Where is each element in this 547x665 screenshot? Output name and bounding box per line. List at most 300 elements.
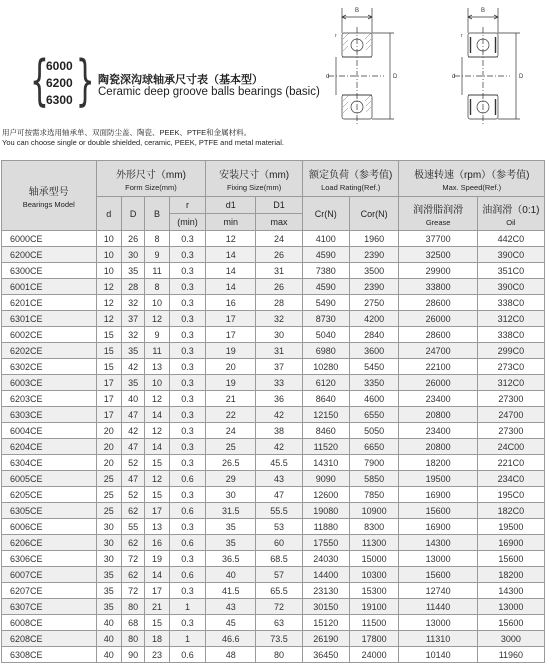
cell-outer-d1: 38 (256, 423, 303, 439)
cell-outer-d: 80 (121, 631, 144, 647)
cell-b: 10 (145, 295, 169, 311)
cell-d: 35 (96, 599, 121, 615)
table-row (2, 359, 545, 375)
cell-oil-speed: 24700 (477, 407, 544, 423)
cell-model: 6200CE (2, 247, 97, 263)
cell-cor: 8300 (349, 519, 399, 535)
cell-outer-d: 80 (121, 599, 144, 615)
cell-outer-d: 72 (121, 551, 144, 567)
title-english: Ceramic deep groove balls bearings (basic) (98, 86, 320, 98)
cell-cor: 2390 (349, 279, 399, 295)
cell-oil-speed: 18200 (477, 567, 544, 583)
cell-r: 0.3 (169, 439, 206, 455)
cell-oil-speed: 19500 (477, 519, 544, 535)
cell-r: 0.3 (169, 375, 206, 391)
note-chinese: 用户可按需求选用轴承单、双面防尘盖、陶瓷、PEEK、PTFE和金属材料。 (2, 128, 252, 137)
cell-d: 30 (96, 551, 121, 567)
cell-outer-d1: 53 (256, 519, 303, 535)
cell-cr: 8460 (302, 423, 349, 439)
cell-outer-d: 30 (121, 247, 144, 263)
header-max-speed (399, 161, 545, 197)
series-code: 6300 (46, 93, 73, 107)
header-col-cor: Cor(N) (349, 197, 399, 231)
header-form-size (96, 161, 206, 197)
cell-outer-d1: 36 (256, 391, 303, 407)
cell-model: 6300CE (2, 263, 97, 279)
cell-d1: 17 (206, 327, 256, 343)
cell-outer-d: 35 (121, 263, 144, 279)
cell-d1: 14 (206, 279, 256, 295)
cell-d1: 48 (206, 647, 256, 663)
cell-cr: 30150 (302, 599, 349, 615)
cell-b: 12 (145, 423, 169, 439)
cell-model: 6002CE (2, 327, 97, 343)
cell-d: 25 (96, 503, 121, 519)
cell-r: 0.6 (169, 647, 206, 663)
cell-cor: 1960 (349, 231, 399, 247)
cell-b: 12 (145, 391, 169, 407)
cell-outer-d: 62 (121, 503, 144, 519)
header-form-en: Form Size(mm) (125, 182, 177, 192)
cell-outer-d: 42 (121, 423, 144, 439)
cell-outer-d1: 72 (256, 599, 303, 615)
series-codes (46, 58, 73, 109)
cell-model: 6306CE (2, 551, 97, 567)
cell-d: 25 (96, 471, 121, 487)
cell-cor: 3350 (349, 375, 399, 391)
cell-r: 0.3 (169, 263, 206, 279)
cell-model: 6208CE (2, 631, 97, 647)
table-row (2, 439, 545, 455)
cell-model: 6305CE (2, 503, 97, 519)
cell-grease-speed: 15600 (399, 503, 477, 519)
cell-grease-speed: 32500 (399, 247, 477, 263)
dim-label-outer-d: D (519, 74, 524, 80)
dim-label-outer-d: D (393, 74, 398, 80)
cell-model: 6008CE (2, 615, 97, 631)
cell-cor: 2750 (349, 295, 399, 311)
cell-cor: 15000 (349, 551, 399, 567)
cell-cor: 3500 (349, 263, 399, 279)
cell-outer-d: 52 (121, 455, 144, 471)
left-brace: { (30, 49, 49, 112)
cell-d1: 46.6 (206, 631, 256, 647)
header-col-d: d (96, 197, 121, 231)
cell-grease-speed: 16900 (399, 519, 477, 535)
cell-model: 6007CE (2, 567, 97, 583)
table-row (2, 391, 545, 407)
cell-model: 6006CE (2, 519, 97, 535)
cell-d1: 17 (206, 311, 256, 327)
cell-oil-speed: 273C0 (477, 359, 544, 375)
cell-cr: 26190 (302, 631, 349, 647)
cell-b: 11 (145, 343, 169, 359)
cell-d1: 45 (206, 615, 256, 631)
cell-model: 6205CE (2, 487, 97, 503)
cell-b: 17 (145, 583, 169, 599)
header-oil-en: Oil (506, 217, 516, 227)
cell-d: 20 (96, 423, 121, 439)
cell-cor: 17800 (349, 631, 399, 647)
cell-model: 6203CE (2, 391, 97, 407)
table-row (2, 343, 545, 359)
cell-outer-d: 35 (121, 343, 144, 359)
cell-d1: 35 (206, 535, 256, 551)
cell-model: 6206CE (2, 535, 97, 551)
cell-outer-d: 52 (121, 487, 144, 503)
cell-grease-speed: 14300 (399, 535, 477, 551)
cell-cr: 4590 (302, 279, 349, 295)
cell-model: 6201CE (2, 295, 97, 311)
cell-b: 12 (145, 311, 169, 327)
cell-cr: 5040 (302, 327, 349, 343)
cell-oil-speed: 11960 (477, 647, 544, 663)
cell-grease-speed: 22100 (399, 359, 477, 375)
header-col-min: min (206, 214, 256, 231)
header-col-rmin: (min) (169, 214, 206, 231)
cell-d1: 24 (206, 423, 256, 439)
cell-outer-d1: 26 (256, 247, 303, 263)
cell-grease-speed: 20800 (399, 407, 477, 423)
table-row (2, 327, 545, 343)
cell-d: 25 (96, 487, 121, 503)
cell-cor: 11500 (349, 615, 399, 631)
cell-r: 0.3 (169, 327, 206, 343)
cell-model: 6302CE (2, 359, 97, 375)
cell-outer-d1: 42 (256, 407, 303, 423)
cell-oil-speed: 14300 (477, 583, 544, 599)
header-col-b: B (145, 197, 169, 231)
cell-outer-d: 90 (121, 647, 144, 663)
cell-b: 10 (145, 375, 169, 391)
cell-cor: 11300 (349, 535, 399, 551)
cell-r: 0.3 (169, 615, 206, 631)
cell-outer-d1: 24 (256, 231, 303, 247)
cell-cr: 12150 (302, 407, 349, 423)
cell-grease-speed: 11440 (399, 599, 477, 615)
cell-oil-speed: 299C0 (477, 343, 544, 359)
cell-b: 15 (145, 615, 169, 631)
cell-cor: 2840 (349, 327, 399, 343)
cell-b: 11 (145, 263, 169, 279)
cell-d1: 30 (206, 487, 256, 503)
title-chinese: 陶瓷深沟球轴承尺寸表（基本型） (98, 74, 263, 86)
cell-cr: 12600 (302, 487, 349, 503)
table-row (2, 615, 545, 631)
cell-d: 35 (96, 583, 121, 599)
cell-oil-speed: 312C0 (477, 311, 544, 327)
cell-d1: 29 (206, 471, 256, 487)
cell-oil-speed: 182C0 (477, 503, 544, 519)
bearing-section-drawing (318, 3, 406, 128)
cell-model: 6303CE (2, 407, 97, 423)
header-col-outer-d: D (121, 197, 144, 231)
cell-d1: 16 (206, 295, 256, 311)
table-row (2, 455, 545, 471)
cell-outer-d: 42 (121, 359, 144, 375)
cell-r: 0.3 (169, 583, 206, 599)
header-grease-cn: 润滑脂润滑 (413, 204, 464, 216)
cell-model: 6207CE (2, 583, 97, 599)
cell-r: 0.3 (169, 231, 206, 247)
cell-cr: 14400 (302, 567, 349, 583)
cell-grease-speed: 23400 (399, 391, 477, 407)
cell-cr: 11880 (302, 519, 349, 535)
cell-b: 14 (145, 567, 169, 583)
cell-outer-d: 62 (121, 535, 144, 551)
cell-outer-d1: 43 (256, 471, 303, 487)
cell-d1: 19 (206, 343, 256, 359)
cell-r: 0.3 (169, 343, 206, 359)
header-model-cn: 轴承型号 (28, 186, 69, 198)
table-row (2, 247, 545, 263)
cell-cr: 4100 (302, 231, 349, 247)
header-col-max: max (256, 214, 303, 231)
cell-model: 6000CE (2, 231, 97, 247)
dim-label-b: B (355, 8, 360, 14)
cell-outer-d: 47 (121, 471, 144, 487)
header-oil (477, 197, 544, 231)
header-col-d1: d1 (206, 197, 256, 214)
header-speed-en: Max. Speed(Ref.) (442, 182, 502, 192)
cell-d1: 36.5 (206, 551, 256, 567)
cell-outer-d: 37 (121, 311, 144, 327)
cell-outer-d: 32 (121, 295, 144, 311)
series-code: 6200 (46, 76, 73, 90)
cell-grease-speed: 18200 (399, 455, 477, 471)
cell-r: 0.3 (169, 407, 206, 423)
cell-d: 30 (96, 519, 121, 535)
table-row (2, 231, 545, 247)
cell-r: 1 (169, 631, 206, 647)
cell-d: 17 (96, 407, 121, 423)
cell-outer-d1: 63 (256, 615, 303, 631)
cell-model: 6003CE (2, 375, 97, 391)
cell-b: 9 (145, 247, 169, 263)
cell-d: 15 (96, 343, 121, 359)
cell-oil-speed: 195C0 (477, 487, 544, 503)
cell-grease-speed: 28600 (399, 327, 477, 343)
table-row (2, 551, 545, 567)
header-load-cn: 额定负荷（参考值) (309, 169, 393, 181)
header-speed-cn: 极速转速（rpm）（参考值) (413, 169, 530, 181)
cell-d: 35 (96, 567, 121, 583)
cell-b: 19 (145, 551, 169, 567)
cell-outer-d: 47 (121, 407, 144, 423)
cell-d1: 21 (206, 391, 256, 407)
table-row (2, 375, 545, 391)
dim-label-r: r (461, 33, 463, 39)
cell-grease-speed: 23400 (399, 423, 477, 439)
cell-outer-d: 28 (121, 279, 144, 295)
cell-d1: 19 (206, 375, 256, 391)
cell-cr: 23130 (302, 583, 349, 599)
cell-grease-speed: 13000 (399, 551, 477, 567)
cell-cor: 10900 (349, 503, 399, 519)
cell-outer-d: 32 (121, 327, 144, 343)
cell-d: 20 (96, 455, 121, 471)
cell-d1: 12 (206, 231, 256, 247)
header-form-cn: 外形尺寸（mm) (115, 169, 186, 181)
cell-d1: 14 (206, 263, 256, 279)
cell-outer-d1: 31 (256, 343, 303, 359)
cell-oil-speed: 234C0 (477, 471, 544, 487)
cell-outer-d1: 31 (256, 263, 303, 279)
cell-cor: 7900 (349, 455, 399, 471)
header-col-r: r (169, 197, 206, 214)
cell-oil-speed: 338C0 (477, 295, 544, 311)
cell-model: 6204CE (2, 439, 97, 455)
series-group (30, 49, 95, 112)
cell-r: 0.6 (169, 567, 206, 583)
cell-d: 10 (96, 263, 121, 279)
cell-oil-speed: 390C0 (477, 279, 544, 295)
cell-grease-speed: 11310 (399, 631, 477, 647)
cell-d: 10 (96, 231, 121, 247)
cell-b: 18 (145, 631, 169, 647)
cell-b: 21 (145, 599, 169, 615)
cell-grease-speed: 24700 (399, 343, 477, 359)
cell-d1: 22 (206, 407, 256, 423)
cell-grease-speed: 20800 (399, 439, 477, 455)
cell-cr: 5490 (302, 295, 349, 311)
cell-grease-speed: 33800 (399, 279, 477, 295)
table-row (2, 311, 545, 327)
cell-outer-d: 40 (121, 391, 144, 407)
table-row (2, 647, 545, 663)
cell-grease-speed: 28600 (399, 295, 477, 311)
table-row (2, 407, 545, 423)
table-row (2, 263, 545, 279)
cell-outer-d: 35 (121, 375, 144, 391)
table-row (2, 519, 545, 535)
cell-b: 8 (145, 279, 169, 295)
cell-cr: 10280 (302, 359, 349, 375)
cell-oil-speed: 15600 (477, 615, 544, 631)
cell-cor: 24000 (349, 647, 399, 663)
cell-r: 1 (169, 599, 206, 615)
cell-oil-speed: 221C0 (477, 455, 544, 471)
cell-model: 6005CE (2, 471, 97, 487)
cell-cr: 36450 (302, 647, 349, 663)
header-fixing-size (206, 161, 303, 197)
cell-d1: 43 (206, 599, 256, 615)
cell-cor: 4200 (349, 311, 399, 327)
cell-outer-d: 72 (121, 583, 144, 599)
cell-outer-d: 62 (121, 567, 144, 583)
cell-r: 0.3 (169, 423, 206, 439)
cell-cor: 10300 (349, 567, 399, 583)
cell-outer-d1: 37 (256, 359, 303, 375)
cell-d: 12 (96, 311, 121, 327)
cell-cor: 5050 (349, 423, 399, 439)
header-model-en: Bearings Model (22, 199, 75, 209)
cell-b: 13 (145, 519, 169, 535)
table-row (2, 583, 545, 599)
cell-outer-d1: 42 (256, 439, 303, 455)
cell-cor: 5450 (349, 359, 399, 375)
cell-cr: 11520 (302, 439, 349, 455)
cell-b: 15 (145, 487, 169, 503)
cell-grease-speed: 26000 (399, 375, 477, 391)
header-load-en: Load Rating(Ref.) (321, 182, 381, 192)
cell-grease-speed: 15600 (399, 567, 477, 583)
table-row (2, 535, 545, 551)
table-row (2, 471, 545, 487)
cell-r: 0.6 (169, 503, 206, 519)
cell-r: 0.3 (169, 359, 206, 375)
cell-r: 0.6 (169, 471, 206, 487)
note-english: You can choose single or double shielded, ceramic, PEEK, PTFE and metal material. (2, 138, 284, 147)
header-fix-cn: 安装尺寸（mm) (219, 169, 290, 181)
bearing-shielded-drawing (448, 3, 538, 128)
cell-model: 6001CE (2, 279, 97, 295)
header-fix-en: Fixing Size(mm) (227, 182, 282, 192)
cell-b: 17 (145, 503, 169, 519)
cell-cor: 6550 (349, 407, 399, 423)
cell-d: 40 (96, 615, 121, 631)
cell-outer-d1: 65.5 (256, 583, 303, 599)
table-row (2, 295, 545, 311)
table-row (2, 279, 545, 295)
cell-oil-speed: 27300 (477, 391, 544, 407)
cell-outer-d1: 47 (256, 487, 303, 503)
cell-cr: 6120 (302, 375, 349, 391)
cell-b: 13 (145, 359, 169, 375)
cell-r: 0.3 (169, 295, 206, 311)
cell-outer-d1: 60 (256, 535, 303, 551)
cell-outer-d1: 28 (256, 295, 303, 311)
cell-b: 12 (145, 471, 169, 487)
cell-b: 8 (145, 231, 169, 247)
cell-grease-speed: 29900 (399, 263, 477, 279)
cell-b: 23 (145, 647, 169, 663)
dim-label-d: d (452, 74, 456, 80)
table-row (2, 503, 545, 519)
cell-outer-d1: 45.5 (256, 455, 303, 471)
cell-cor: 4600 (349, 391, 399, 407)
cell-cr: 19080 (302, 503, 349, 519)
cell-outer-d1: 26 (256, 279, 303, 295)
cell-model: 6202CE (2, 343, 97, 359)
cell-d1: 14 (206, 247, 256, 263)
cell-model: 6301CE (2, 311, 97, 327)
cell-cr: 15120 (302, 615, 349, 631)
cell-d: 40 (96, 631, 121, 647)
cell-outer-d: 55 (121, 519, 144, 535)
cell-d: 30 (96, 535, 121, 551)
cell-r: 0.3 (169, 519, 206, 535)
cell-oil-speed: 24C00 (477, 439, 544, 455)
cell-cr: 14310 (302, 455, 349, 471)
cell-oil-speed: 27300 (477, 423, 544, 439)
cell-r: 0.3 (169, 455, 206, 471)
cell-oil-speed: 312C0 (477, 375, 544, 391)
cell-r: 0.6 (169, 535, 206, 551)
cell-model: 6304CE (2, 455, 97, 471)
cell-d: 10 (96, 247, 121, 263)
cell-r: 0.3 (169, 487, 206, 503)
cell-r: 0.3 (169, 391, 206, 407)
cell-outer-d: 47 (121, 439, 144, 455)
header-col-cr: Cr(N) (302, 197, 349, 231)
cell-d: 40 (96, 647, 121, 663)
cell-b: 9 (145, 327, 169, 343)
header-col-outer-d1: D1 (256, 197, 303, 214)
dim-label-r: r (335, 33, 337, 39)
cell-grease-speed: 19500 (399, 471, 477, 487)
cell-d: 17 (96, 375, 121, 391)
